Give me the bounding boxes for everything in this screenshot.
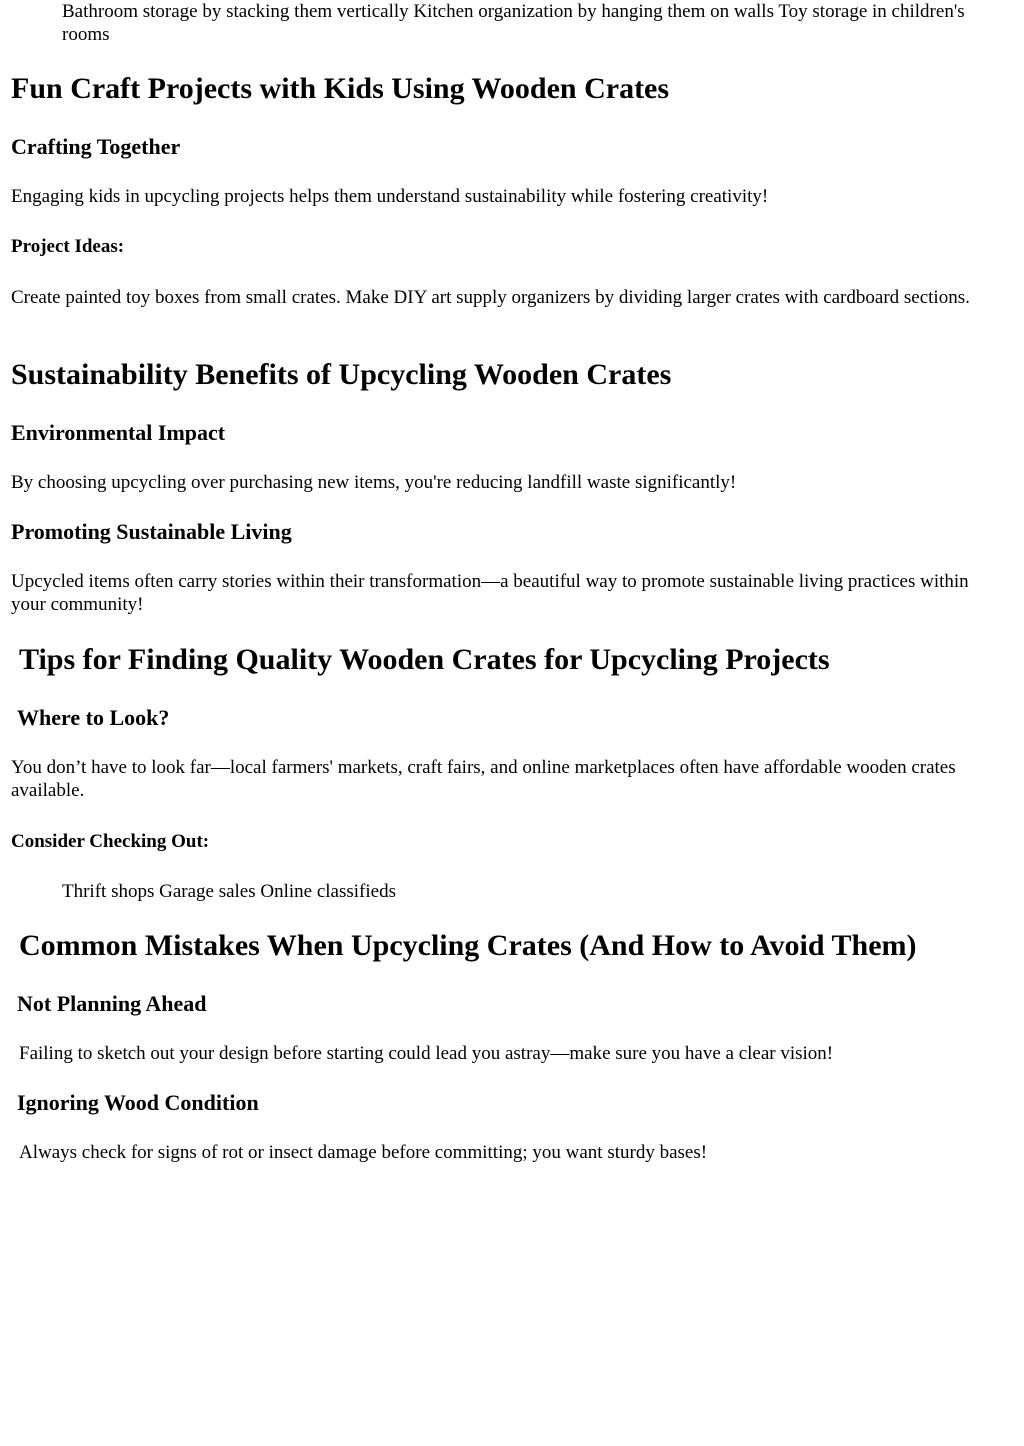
environmental-impact-paragraph: By choosing upcycling over purchasing new items, you're reducing landfill waste significantly!	[11, 472, 737, 493]
sustainable-living-paragraph: Upcycled items often carry stories within their transformation—a beautiful way to promote sustainable living practices within your community!	[11, 571, 969, 615]
project-ideas-text: Create painted toy boxes from small crates. Make DIY art supply organizers by dividing larger crates with cardboard sections.	[11, 287, 970, 308]
project-ideas-label: Project Ideas:	[11, 236, 125, 257]
wood-condition-subheading: Ignoring Wood Condition	[17, 1090, 259, 1115]
crafting-together-subheading: Crafting Together	[11, 134, 181, 159]
where-to-look-subheading: Where to Look?	[17, 705, 170, 730]
not-planning-subheading: Not Planning Ahead	[17, 991, 207, 1016]
sustainability-heading: Sustainability Benefits of Upcycling Wooden Crates	[11, 358, 672, 391]
environmental-impact-subheading: Environmental Impact	[11, 420, 226, 445]
sources-list: Thrift shops Garage sales Online classifieds	[62, 881, 396, 902]
kids-crafts-heading: Fun Craft Projects with Kids Using Wooden Crates	[11, 72, 670, 105]
consider-checking-label: Consider Checking Out:	[11, 831, 210, 852]
sustainable-living-subheading: Promoting Sustainable Living	[11, 519, 292, 544]
common-mistakes-heading: Common Mistakes When Upcycling Crates (And How to Avoid Them)	[19, 929, 917, 962]
storage-ideas-list: Bathroom storage by stacking them vertically Kitchen organization by hanging them on walls Toy storage in children's rooms	[62, 1, 965, 45]
not-planning-paragraph: Failing to sketch out your design before starting could lead you astray—make sure you have a clear vision!	[19, 1043, 834, 1064]
wood-condition-paragraph: Always check for signs of rot or insect damage before committing; you want sturdy bases!	[19, 1142, 708, 1163]
crafting-together-paragraph: Engaging kids in upcycling projects helps them understand sustainability while fostering creativity!	[11, 186, 769, 207]
finding-crates-heading: Tips for Finding Quality Wooden Crates for Upcycling Projects	[19, 643, 830, 676]
where-to-look-paragraph: You don’t have to look far—local farmers' markets, craft fairs, and online marketplaces often have affordable wooden crates available.	[11, 757, 956, 801]
